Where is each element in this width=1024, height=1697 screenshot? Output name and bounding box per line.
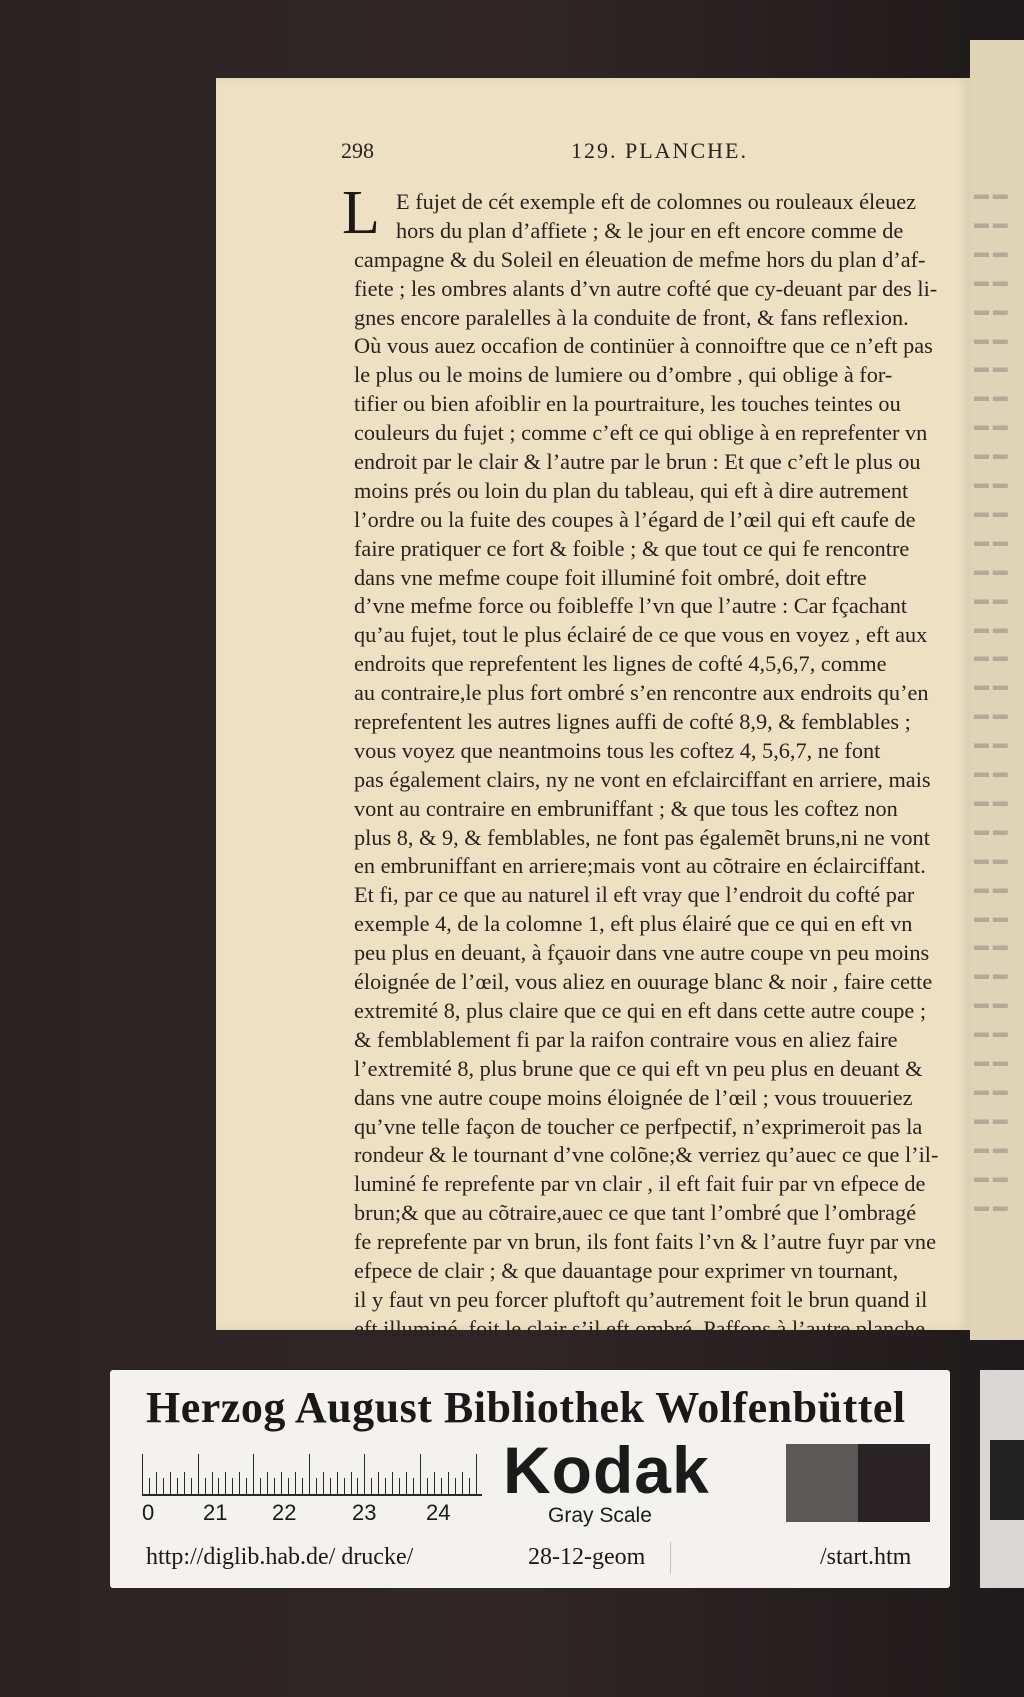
ruler-tick [281, 1472, 282, 1494]
text-line: au contraire,le plus fort ombré s’en rencontre aux endroits qu’en [354, 680, 929, 706]
ruler-tick [212, 1472, 213, 1494]
bleed-through-mark: ▬ ▬ [974, 447, 1008, 464]
ruler-number: 21 [203, 1500, 228, 1525]
text-line: exemple 4, de la colomne 1, eft plus élairé que ce qui en eft vn [354, 911, 913, 937]
bleed-through-mark: ▬ ▬ [974, 909, 1008, 926]
ruler-tick [225, 1472, 226, 1494]
gray-scale-caption: Gray Scale [548, 1504, 652, 1527]
ruler-tick [371, 1478, 372, 1494]
ruler-tick [330, 1478, 331, 1494]
ruler-tick [385, 1478, 386, 1494]
ruler-tick [351, 1472, 352, 1494]
text-line: & femblablement fi par la raifon contraire vous en aliez faire [354, 1026, 898, 1052]
url-part-id: 28-12-geom [528, 1544, 646, 1570]
ruler-tick [149, 1478, 150, 1494]
bleed-through-mark: ▬ ▬ [974, 1054, 1008, 1070]
ruler-tick [455, 1478, 456, 1494]
bleed-through-mark: ▬ ▬ [974, 938, 1008, 955]
ruler-tick [232, 1478, 233, 1494]
bleed-through-mark: ▬ ▬ [974, 736, 1008, 753]
bleed-through-mark: ▬ ▬ [974, 302, 1008, 319]
bleed-through-mark: ▬ ▬ [974, 620, 1008, 637]
body-text [342, 179, 966, 1341]
bleed-through-mark: ▬ ▬ [974, 215, 1008, 232]
text-line: l’extremité 8, plus brune que ce qui eft vn peu plus en deuant & [354, 1055, 923, 1081]
text-line: Où vous auez occafion de continüer à connoiftre que ce n’eft pas [354, 333, 933, 359]
bleed-through-mark: ▬ ▬ [974, 389, 1008, 406]
bleed-through-mark: ▬ ▬ [974, 1111, 1008, 1128]
ruler-tick [163, 1478, 164, 1494]
ruler-tick [344, 1478, 345, 1494]
bleed-through-mark: ▬ ▬ [974, 562, 1008, 579]
bleed-through-mark: ▬ ▬ [974, 187, 1008, 203]
text-line: vont au contraire en embruniffant ; & que tous les coftez non [354, 795, 898, 821]
bleed-through-mark: ▬ ▬ [974, 967, 1008, 984]
ruler-tick [198, 1454, 199, 1494]
bleed-through-mark: ▬ ▬ [974, 1198, 1008, 1215]
bleed-through-mark: ▬ ▬ [974, 1025, 1008, 1042]
ruler-tick [323, 1472, 324, 1494]
ruler-tick [205, 1478, 206, 1494]
bleed-through-mark: ▬ ▬ [974, 678, 1008, 695]
text-line: pas également clairs, ny ne vont en efclairciffant en arriere, mais [354, 766, 931, 792]
text-line: hors du plan d’affiete ; & le jour en eft encore comme de [396, 217, 904, 243]
ruler-tick [239, 1472, 240, 1494]
adjacent-swatch [990, 1440, 1024, 1520]
ruler-tick [476, 1454, 477, 1494]
bleed-through-mark: ▬ ▬ [974, 1082, 1008, 1099]
ruler-tick [218, 1478, 219, 1494]
bleed-through-mark: ▬ ▬ [974, 273, 1008, 290]
text-line: le plus ou le moins de lumiere ou d’ombre , qui oblige à for- [354, 362, 893, 388]
bleed-through-mark: ▬ ▬ [974, 996, 1008, 1013]
text-line: endroits que reprefentent les lignes de cofté 4,5,6,7, comme [354, 651, 887, 677]
bleed-through-mark: ▬ ▬ [974, 476, 1008, 492]
ruler-tick [399, 1478, 400, 1494]
text-line: l’ordre ou la fuite des coupes à l’égard de l’œil qui eft caufe de [354, 506, 916, 532]
gray-swatch-dark [858, 1444, 930, 1522]
text-line: efpece de clair ; & que dauantage pour exprimer vn tournant, [354, 1257, 899, 1283]
gray-swatch-mid [786, 1444, 858, 1522]
running-head: 129. PLANCHE. [571, 138, 748, 163]
ruler-tick [448, 1472, 449, 1494]
text-line: vous voyez que neantmoins tous les coftez 4, 5,6,7, ne font [354, 737, 881, 763]
bleed-through-mark: ▬ ▬ [974, 793, 1008, 810]
text-line: campagne & du Soleil en éleuation de mefme hors du plan d’af- [354, 246, 926, 272]
page-number: 298 [341, 138, 374, 163]
bleed-through-mark: ▬ ▬ [974, 822, 1008, 839]
bleed-through-mark: ▬ ▬ [974, 649, 1008, 666]
ruler-tick [170, 1472, 171, 1494]
url-part-base: http://diglib.hab.de/ drucke/ [146, 1544, 414, 1570]
ruler-number: 22 [272, 1500, 297, 1525]
text-line: fiete ; les ombres alants d’vn autre cofté que cy-deuant par des li- [354, 275, 938, 301]
ruler-tick [462, 1472, 463, 1494]
ruler-tick [420, 1454, 421, 1494]
text-line: éloignée de l’œil, vous aliez en ouurage blanc & noir , faire cette [354, 969, 933, 995]
text-line: plus 8, & 9, & femblables, ne font pas égalemẽt bruns,ni ne vont [354, 824, 930, 850]
ruler-number: 0 [142, 1500, 155, 1525]
adjacent-page-edge [970, 40, 1024, 1340]
bleed-through-mark: ▬ ▬ [974, 591, 1008, 608]
text-line: E fujet de cét exemple eft de colomnes ou rouleaux éleuez [396, 189, 917, 214]
ruler-tick [184, 1472, 185, 1494]
ruler-tick [253, 1454, 254, 1494]
ruler-tick [427, 1478, 428, 1494]
ruler-tick [392, 1472, 393, 1494]
text-line: qu’au fujet, tout le plus éclairé de ce que vous en voyez , eft aux [354, 622, 928, 648]
text-line: dans vne mefme coupe foit illuminé foit ombré, doit eftre [354, 564, 867, 590]
text-line: il y faut vn peu forcer pluftoft qu’autrement foit le brun quand il [354, 1286, 928, 1312]
library-name: Herzog August Bibliothek Wolfenbüttel [146, 1383, 906, 1432]
text-line: luminé fe reprefente par vn clair , il eft fait fuir par vn efpece de [354, 1171, 926, 1197]
ruler-tick [337, 1472, 338, 1494]
bleed-through-mark: ▬ ▬ [974, 360, 1008, 377]
ruler-tick [288, 1478, 289, 1494]
text-line: rondeur & le tournant d’vne colõne;& verriez qu’auec ce que l’il- [354, 1142, 939, 1168]
ruler-tick [434, 1472, 435, 1494]
text-line: en embruniffant en arriere;mais vont au cõtraire en éclairciffant. [354, 853, 926, 879]
kodak-logo: Kodak [503, 1433, 710, 1507]
ruler-tick [406, 1472, 407, 1494]
bleed-through-mark: ▬ ▬ [974, 1169, 1008, 1186]
ruler-tick [364, 1454, 365, 1494]
bleed-through-mark: ▬ ▬ [974, 880, 1008, 897]
ruler-tick [357, 1478, 358, 1494]
text-line: Et fi, par ce que au naturel il eft vray que l’endroit du cofté par [354, 882, 915, 908]
ruler-tick [302, 1478, 303, 1494]
ruler-tick [274, 1478, 275, 1494]
text-line: eft illuminé, foit le clair s’il eft ombré. Paffons à l’autre planche. [354, 1315, 931, 1341]
bleed-through-mark: ▬ ▬ [974, 765, 1008, 781]
bleed-through-mark: ▬ ▬ [974, 504, 1008, 521]
ruler-tick [156, 1472, 157, 1494]
label-divider [670, 1542, 671, 1574]
ruler-tick [441, 1478, 442, 1494]
text-line: couleurs du fujet ; comme c’eft ce qui oblige à en reprefenter vn [354, 420, 928, 446]
ruler-tick [142, 1454, 143, 1494]
drop-cap: L [342, 179, 380, 247]
text-line: tifier ou bien afoiblir en la pourtraiture, les touches teintes ou [354, 391, 901, 417]
bleed-through-mark: ▬ ▬ [974, 244, 1008, 261]
text-line: gnes encore paralelles à la conduite de front, & fans reflexion. [354, 304, 909, 330]
bleed-through-mark: ▬ ▬ [974, 533, 1008, 550]
ruler-tick [413, 1478, 414, 1494]
ruler-number: 24 [426, 1500, 451, 1525]
text-line: d’vne mefme force ou foibleffe l’vn que l’autre : Car fçachant [354, 593, 908, 619]
text-line: extremité 8, plus claire que ce qui en eft dans cette autre coupe ; [354, 997, 927, 1023]
ruler-tick [316, 1478, 317, 1494]
scale-ruler [142, 1436, 482, 1496]
ruler-tick [378, 1472, 379, 1494]
adjacent-label-edge [980, 1370, 1024, 1588]
text-line: brun;& que au cõtraire,auec ce que tant l’ombré que l’ombragé [354, 1200, 917, 1226]
text-line: faire pratiquer ce fort & foible ; & que tout ce qui fe rencontre [354, 535, 910, 561]
bleed-through-mark: ▬ ▬ [974, 418, 1008, 435]
text-line: fe reprefente par vn brun, ils font faits l’vn & l’autre fuyr par vne [354, 1229, 936, 1255]
ruler-number: 23 [352, 1500, 377, 1525]
ruler-tick [267, 1472, 268, 1494]
url-part-end: /start.htm [820, 1544, 912, 1570]
bleed-through-mark: ▬ ▬ [974, 851, 1008, 868]
ruler-tick [309, 1454, 310, 1494]
ruler-tick [177, 1478, 178, 1494]
page-header [341, 138, 961, 168]
text-line: moins prés ou loin du plan du tableau, qui eft à dire autrement [354, 477, 909, 503]
bleed-through-mark: ▬ ▬ [974, 1140, 1008, 1157]
text-line: peu plus en deuant, à fçauoir dans vne autre coupe vn peu moins [354, 940, 930, 966]
text-line: qu’vne telle façon de toucher ce perfpectif, n’exprimeroit pas la [354, 1113, 923, 1139]
ruler-tick [469, 1478, 470, 1494]
text-line: dans vne autre coupe moins éloignée de l’œil ; vous trouueriez [354, 1084, 913, 1110]
bleed-through-mark: ▬ ▬ [974, 707, 1008, 724]
library-scan-label [110, 1370, 950, 1588]
ruler-tick [295, 1472, 296, 1494]
ruler-tick [246, 1478, 247, 1494]
bleed-through-mark: ▬ ▬ [974, 331, 1008, 348]
text-line: endroit par le clair & l’autre par le brun : Et que c’eft le plus ou [354, 449, 921, 475]
text-line: reprefentent les autres lignes auffi de cofté 8,9, & femblables ; [354, 709, 911, 735]
ruler-tick [191, 1478, 192, 1494]
ruler-tick [260, 1478, 261, 1494]
